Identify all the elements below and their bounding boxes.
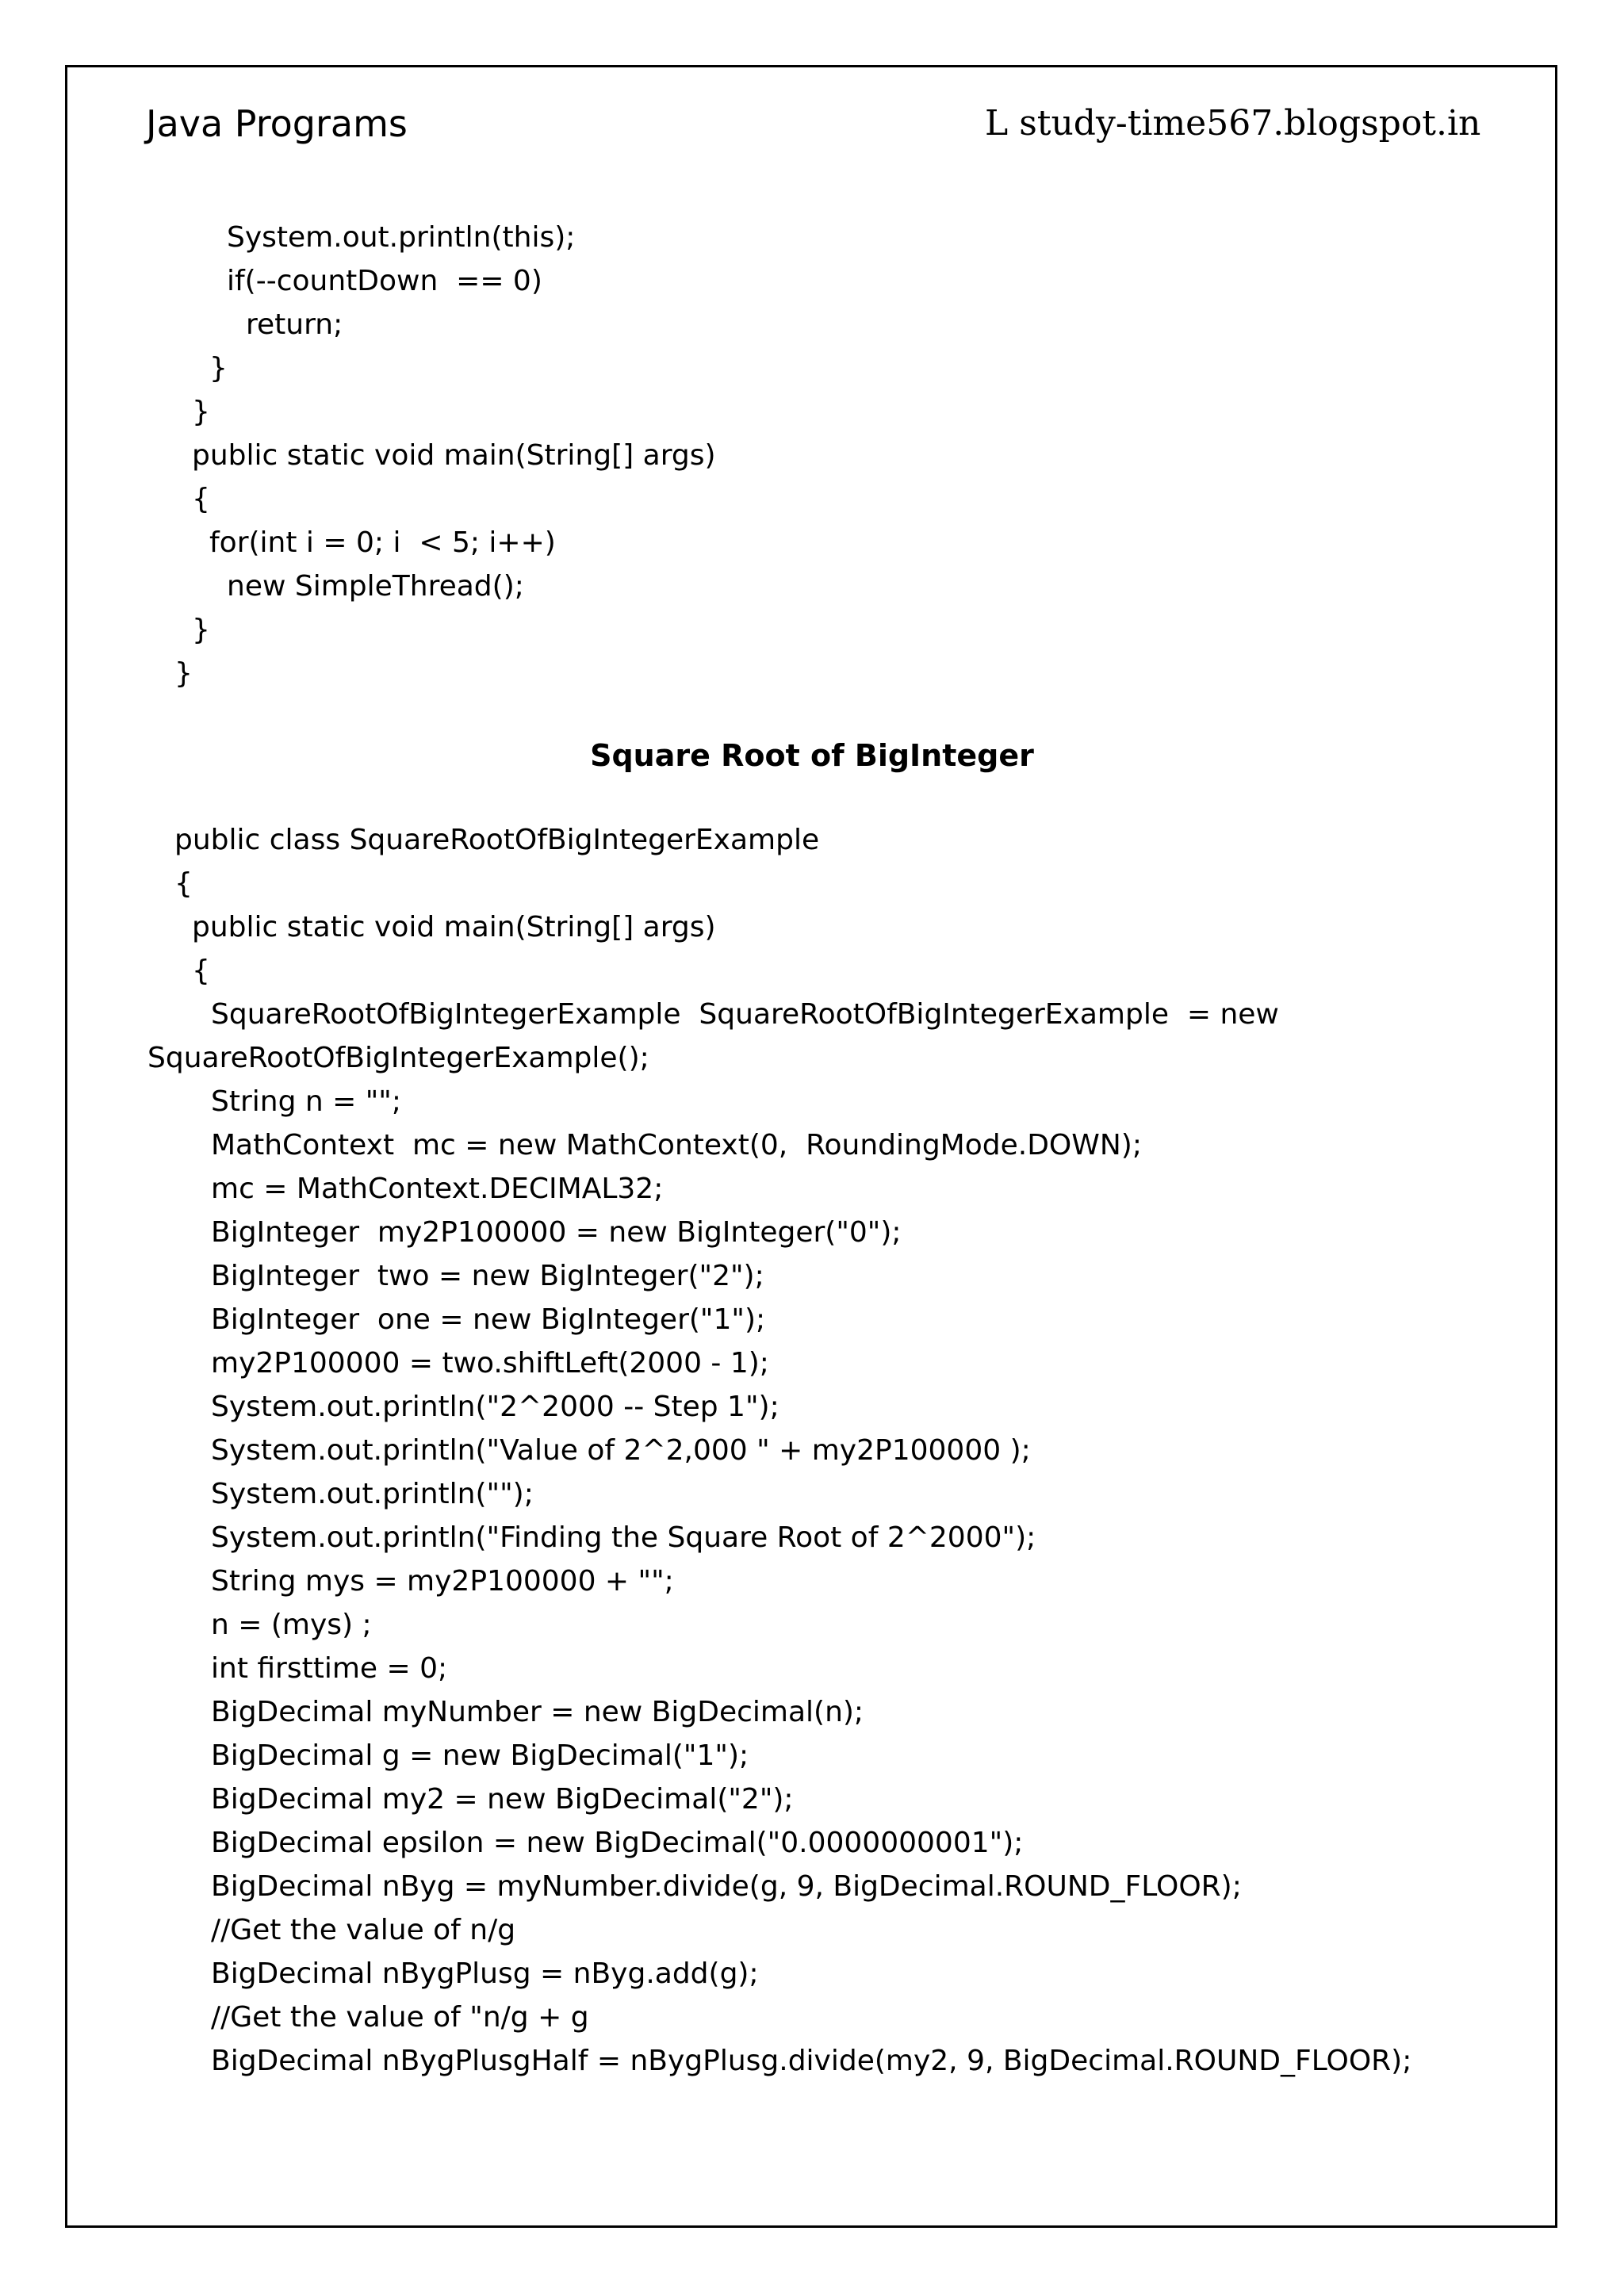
code-line: BigDecimal nBygPlusgHalf = nBygPlusg.divide(my2, 9, BigDecimal.ROUND_FLOOR); — [211, 2045, 1412, 2077]
code-line: BigDecimal g = new BigDecimal("1"); — [211, 1739, 749, 1772]
code-line: public static void main(String[] args) — [192, 439, 716, 472]
code-line: //Get the value of "n/g + g — [211, 2001, 589, 2034]
code-line: BigDecimal my2 = new BigDecimal("2"); — [211, 1783, 794, 1816]
code-line: if(--countDown == 0) — [227, 265, 542, 297]
code-line: { — [192, 483, 210, 515]
code-line: BigDecimal nByg = myNumber.divide(g, 9, BigDecimal.ROUND_FLOOR); — [211, 1870, 1242, 1903]
code-line: { — [192, 955, 210, 987]
code-line: System.out.println(this); — [227, 221, 576, 254]
code-line: return; — [246, 308, 343, 341]
code-line: System.out.println("Finding the Square Root of 2^2000"); — [211, 1521, 1036, 1554]
code-line: } — [174, 657, 193, 690]
code-line: } — [192, 396, 210, 428]
header-site-url: L study-time567.blogspot.in — [985, 103, 1481, 144]
code-line: MathContext mc = new MathContext(0, RoundingMode.DOWN); — [211, 1129, 1142, 1161]
code-line: System.out.println(""); — [211, 1478, 534, 1510]
code-line: SquareRootOfBigIntegerExample SquareRootOfBigIntegerExample = new — [211, 998, 1279, 1031]
code-line: String n = ""; — [211, 1085, 401, 1118]
code-line: BigInteger my2P100000 = new BigInteger("0"); — [211, 1216, 902, 1249]
code-line: new SimpleThread(); — [227, 570, 524, 603]
code-line: my2P100000 = two.shiftLeft(2000 - 1); — [211, 1347, 769, 1380]
header-title: Java Programs — [146, 102, 408, 145]
code-line: System.out.println("2^2000 -- Step 1"); — [211, 1391, 779, 1423]
code-line: BigInteger one = new BigInteger("1"); — [211, 1303, 766, 1336]
code-line: int firsttime = 0; — [211, 1652, 448, 1685]
code-line: mc = MathContext.DECIMAL32; — [211, 1173, 664, 1205]
code-line: } — [192, 614, 210, 646]
code-line: public class SquareRootOfBigIntegerExample — [174, 824, 820, 856]
section-heading: Square Root of BigInteger — [590, 738, 1034, 773]
code-line: for(int i = 0; i < 5; i++) — [209, 526, 556, 559]
code-line: { — [174, 867, 193, 900]
code-line: //Get the value of n/g — [211, 1914, 516, 1946]
code-line: BigDecimal myNumber = new BigDecimal(n); — [211, 1696, 864, 1728]
code-line: String mys = my2P100000 + ""; — [211, 1565, 674, 1598]
code-line: BigDecimal epsilon = new BigDecimal("0.0000000001"); — [211, 1827, 1024, 1859]
code-line: SquareRootOfBigIntegerExample(); — [147, 1042, 649, 1074]
code-line: n = (mys) ; — [211, 1609, 372, 1641]
code-line: } — [209, 352, 228, 385]
code-line: System.out.println("Value of 2^2,000 " + my2P100000 ); — [211, 1434, 1031, 1467]
code-line: public static void main(String[] args) — [192, 911, 716, 943]
code-line: BigDecimal nBygPlusg = nByg.add(g); — [211, 1957, 759, 1990]
code-line: BigInteger two = new BigInteger("2"); — [211, 1260, 764, 1292]
